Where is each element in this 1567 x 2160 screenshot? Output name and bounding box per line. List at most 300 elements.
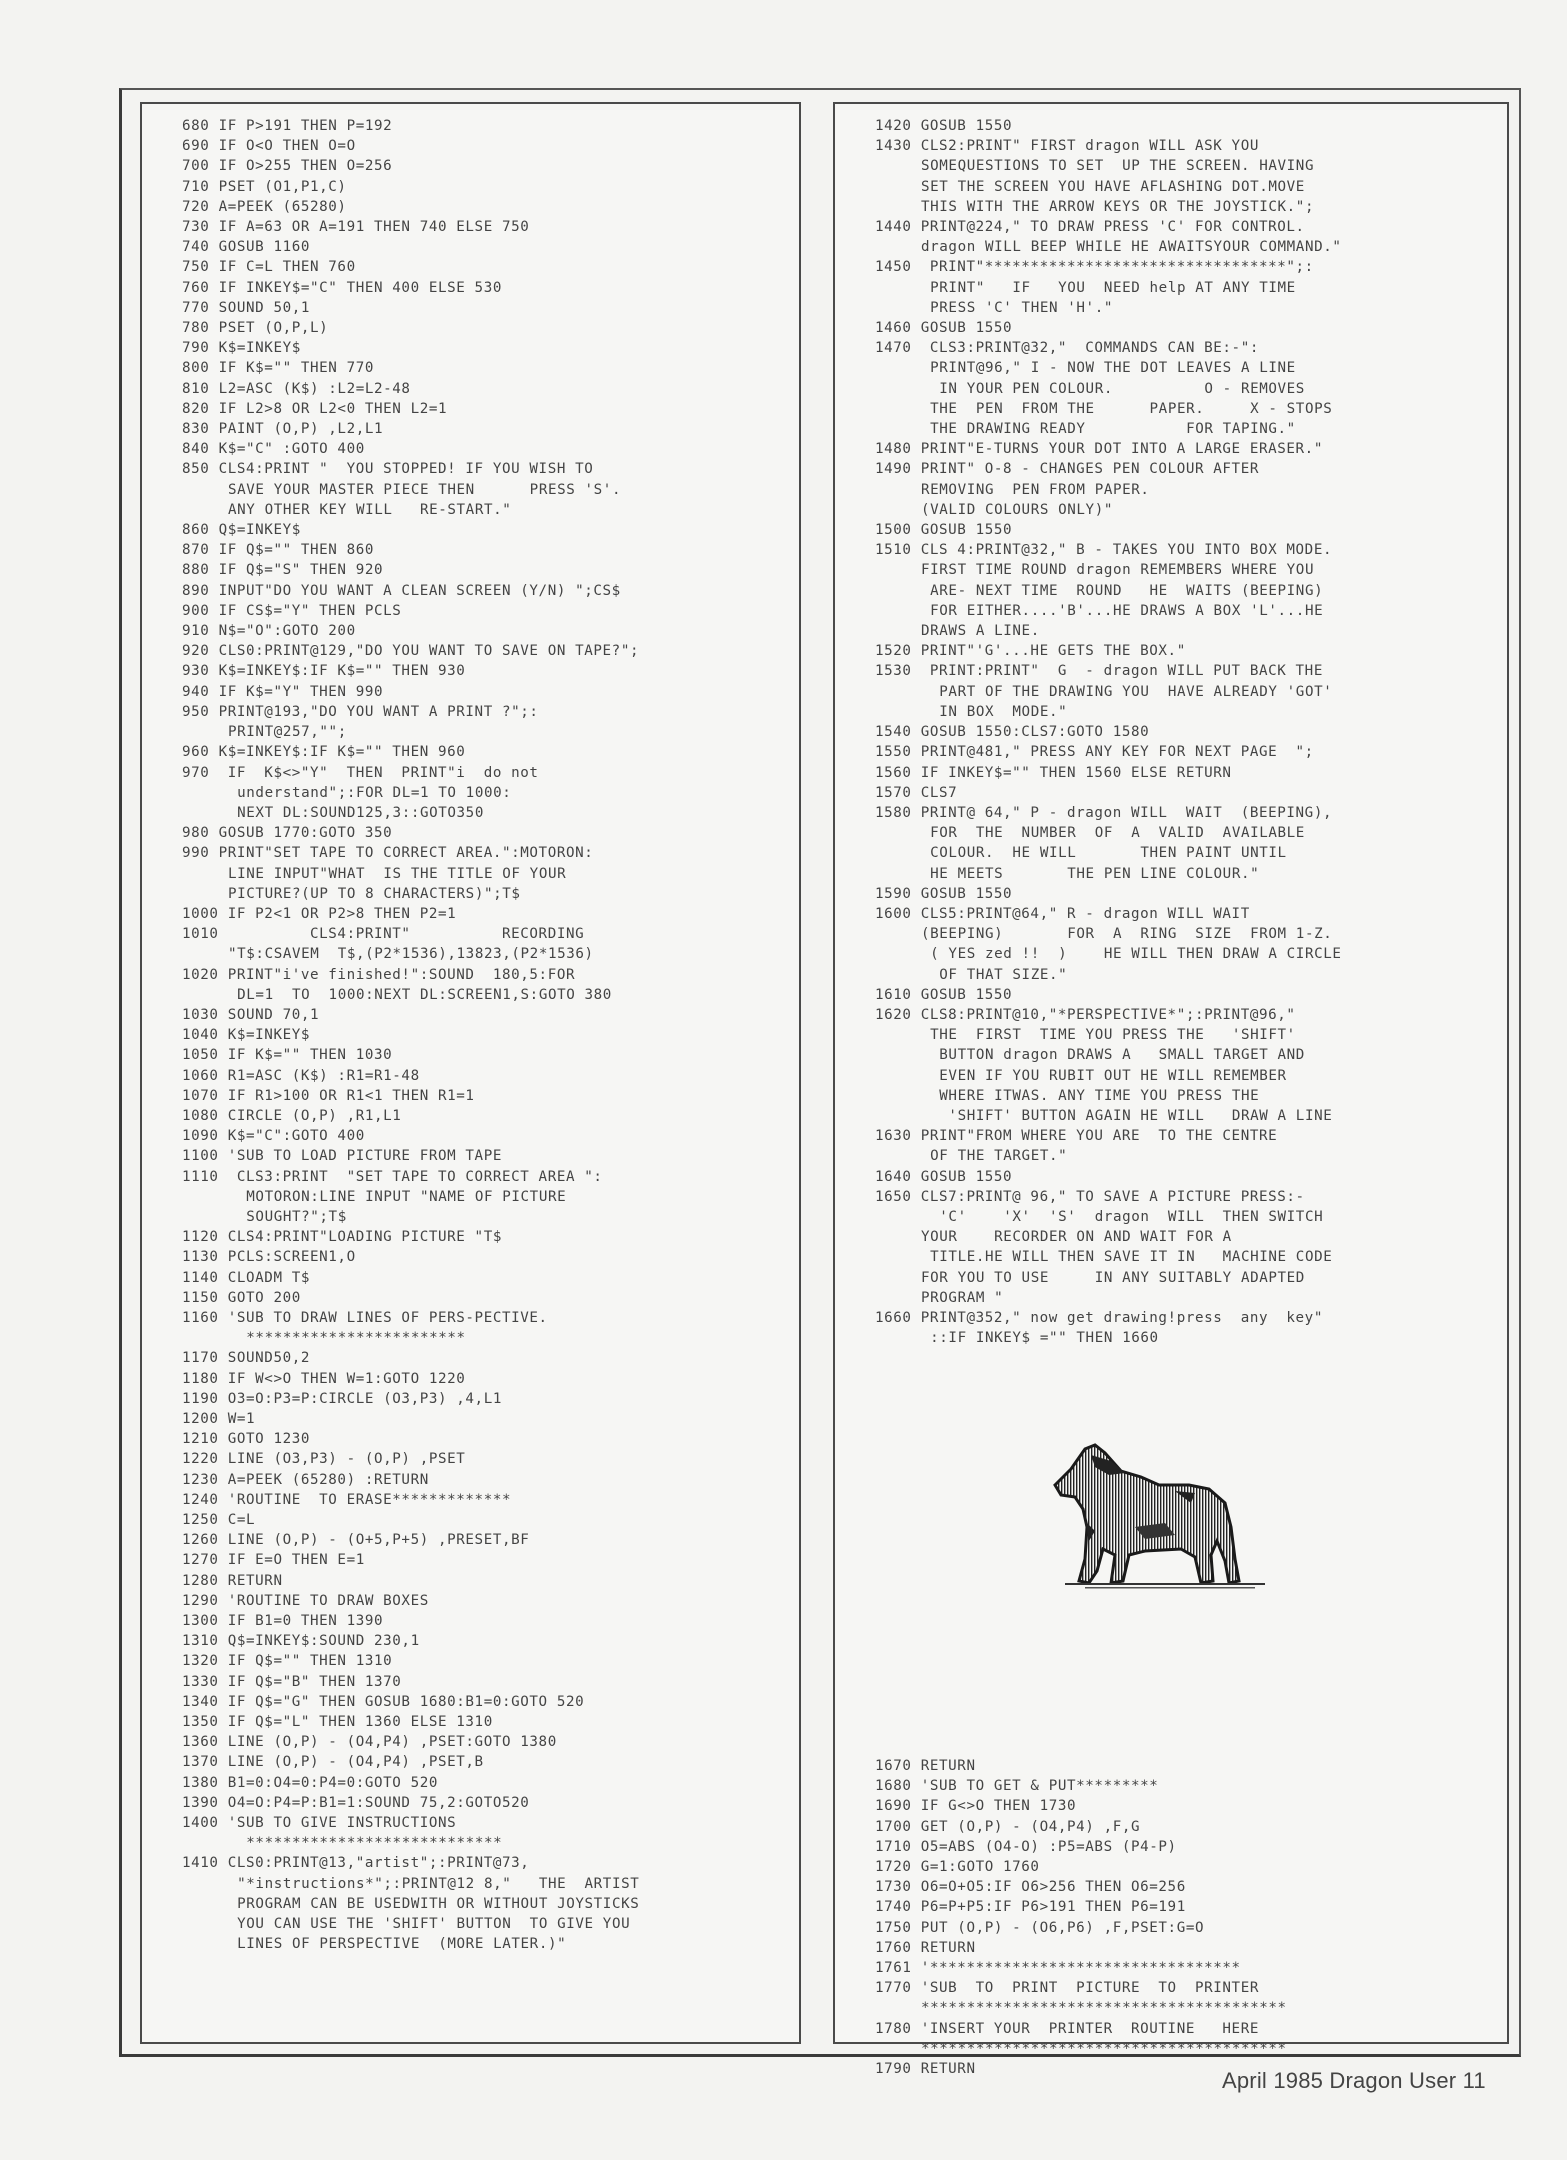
code-line [875,1005,1507,1025]
line-number: 720 [182,198,210,215]
line-code: IF INKEY$="C" THEN 400 ELSE 530 [218,279,502,296]
line-code: IF Q$="" THEN 860 [218,542,375,559]
code-line [182,1510,799,1530]
code-line [182,338,799,358]
line-code: GOSUB 1550:CLS7:GOTO 1580 [920,724,1150,741]
code-line-continuation: FOR YOU TO USE IN ANY SUITABLY ADAPTED [921,1269,1305,1286]
code-line [182,742,799,762]
code-line-continuation: EVEN IF YOU RUBIT OUT HE WILL REMEMBER [921,1067,1287,1084]
line-code: IF K$="" THEN 770 [218,360,375,377]
line-number: 1600 [875,905,912,922]
line-code: IF Q$="" THEN 1310 [227,1653,393,1670]
line-code: P6=P+P5:IF P6>191 THEN P6=191 [920,1899,1186,1916]
code-line [182,904,799,924]
line-code: IF Q$="B" THEN 1370 [227,1673,402,1690]
code-line [182,156,799,176]
line-number: 1740 [875,1899,912,1916]
code-line [182,1692,799,1712]
line-code: IF Q$="S" THEN 920 [218,562,384,579]
line-number: 1040 [182,1027,219,1044]
line-code: CLS7:PRINT@ 96," TO SAVE A PICTURE PRESS:- [920,1188,1305,1205]
line-number: 740 [182,239,210,256]
line-code: CLS4:PRINT " YOU STOPPED! IF YOU WISH TO [218,461,594,478]
line-code: PRINT"FROM WHERE YOU ARE TO THE CENTRE [920,1128,1278,1145]
code-line-continuation: OF THAT SIZE." [921,966,1068,983]
code-line [875,318,1507,338]
line-code: O3=O:P3=P:CIRCLE (O3,P3) ,4,L1 [227,1390,502,1407]
line-code: LINE (O,P) - (O4,P4) ,PSET:GOTO 1380 [227,1734,557,1751]
code-line [182,1631,799,1651]
line-number: 1150 [182,1289,219,1306]
code-line [182,1853,799,1873]
line-code: GOSUB 1160 [218,239,311,256]
line-code: IF B1=0 THEN 1390 [227,1613,384,1630]
line-number: 1210 [182,1431,219,1448]
line-code: K$="C" :GOTO 400 [218,441,365,458]
code-line [875,2019,1507,2039]
code-line [875,904,1507,924]
code-line [875,1126,1507,1146]
line-code: 'SUB TO GET & PUT********* [920,1778,1159,1795]
line-code: GOTO 200 [227,1289,301,1306]
code-line-continuation: PROGRAM CAN BE USEDWITH OR WITHOUT JOYSTICKS [228,1895,640,1912]
line-number: 1320 [182,1653,219,1670]
code-line [875,985,1507,1005]
code-line-continuation: TITLE.HE WILL THEN SAVE IT IN MACHINE CODE [921,1249,1333,1266]
line-number: 1240 [182,1491,219,1508]
code-line [182,1409,799,1429]
code-line-continuation: FOR THE NUMBER OF A VALID AVAILABLE [921,825,1305,842]
line-number: 1080 [182,1107,219,1124]
line-number: 1730 [875,1879,912,1896]
line-code: PRINT@193,"DO YOU WANT A PRINT ?";: [218,703,539,720]
code-listing-left [142,116,799,1954]
line-code: Q$=INKEY$:SOUND 230,1 [227,1633,420,1650]
code-line-continuation: PICTURE?(UP TO 8 CHARACTERS)";T$ [228,885,521,902]
horse-icon [1025,1431,1325,1601]
line-code: C=L [227,1512,256,1529]
line-code: N$="O":GOTO 200 [218,623,356,640]
line-number: 960 [182,744,210,761]
code-line [875,116,1507,136]
code-line-continuation: ************************ [228,1330,466,1347]
line-code: PRINT"E-TURNS YOUR DOT INTO A LARGE ERASER." [920,441,1323,458]
code-line [182,419,799,439]
line-number: 1300 [182,1613,219,1630]
code-line [182,823,799,843]
page-footer: April 1985 Dragon User 11 [1222,2068,1486,2093]
line-number: 1780 [875,2020,912,2037]
code-line [182,843,799,863]
code-line-continuation: MOTORON:LINE INPUT "NAME OF PICTURE [228,1188,567,1205]
line-code: IF O<O THEN O=O [218,138,356,155]
code-line-continuation: SET THE SCREEN YOU HAVE AFLASHING DOT.MOVE [921,178,1305,195]
code-line [182,177,799,197]
code-line [182,1470,799,1490]
line-number: 880 [182,562,210,579]
code-line [875,1918,1507,1938]
line-code: IF E=O THEN E=1 [227,1552,365,1569]
line-number: 1290 [182,1592,219,1609]
code-line-continuation: BUTTON dragon DRAWS A SMALL TARGET AND [921,1047,1305,1064]
code-line [182,116,799,136]
line-number: 890 [182,582,210,599]
line-number: 1710 [875,1838,912,1855]
code-line-continuation: COLOUR. HE WILL THEN PAINT UNTIL [921,845,1287,862]
line-number: 1640 [875,1168,912,1185]
line-number: 1260 [182,1532,219,1549]
line-number: 1360 [182,1734,219,1751]
line-number: 1530 [875,663,912,680]
code-line-continuation: SOUGHT?";T$ [228,1208,347,1225]
line-code: 'INSERT YOUR PRINTER ROUTINE HERE [920,2020,1259,2037]
code-line [875,1857,1507,1877]
code-line [182,601,799,621]
code-line [182,1449,799,1469]
line-code: L2=ASC (K$) :L2=L2-48 [218,380,411,397]
line-code: 'SUB TO LOAD PICTURE FROM TAPE [227,1148,502,1165]
line-code: PRINT"'G'...HE GETS THE BOX." [920,643,1186,660]
line-code: G=1:GOTO 1760 [920,1859,1040,1876]
line-code: SOUND 70,1 [227,1006,320,1023]
code-line-continuation: "*instructions*";:PRINT@12 8," THE ARTIST [228,1875,640,1892]
code-line-continuation: (BEEPING) FOR A RING SIZE FROM 1-Z. [921,926,1333,943]
line-number: 1140 [182,1269,219,1286]
code-line [182,661,799,681]
code-line-continuation: HE MEETS THE PEN LINE COLOUR." [921,865,1260,882]
code-line-continuation: understand";:FOR DL=1 TO 1000: [228,784,512,801]
code-line [182,560,799,580]
line-number: 1010 [182,926,219,943]
code-line [182,540,799,560]
code-line [182,702,799,722]
code-line [182,1167,799,1187]
line-number: 1160 [182,1309,219,1326]
line-number: 1610 [875,986,912,1003]
line-number: 1520 [875,643,912,660]
code-line-continuation: NEXT DL:SOUND125,3::GOTO350 [228,804,484,821]
line-number: 1250 [182,1512,219,1529]
line-number: 1790 [875,2061,912,2078]
code-line [182,1591,799,1611]
code-listing-right-top [835,116,1507,1348]
code-line [875,783,1507,803]
code-line-continuation: (VALID COLOURS ONLY)" [921,501,1113,518]
code-line-continuation: ::IF INKEY$ ="" THEN 1660 [921,1330,1159,1347]
code-line-continuation: LINE INPUT"WHAT IS THE TITLE OF YOUR [228,865,567,882]
line-code: K$=INKEY$:IF K$="" THEN 960 [218,744,466,761]
code-line-continuation: IN YOUR PEN COLOUR. O - REMOVES [921,380,1305,397]
code-line [182,1490,799,1510]
code-line [182,1773,799,1793]
line-number: 1440 [875,219,912,236]
line-number: 1280 [182,1572,219,1589]
line-number: 1350 [182,1714,219,1731]
line-number: 750 [182,259,210,276]
code-line [875,1897,1507,1917]
code-line [182,581,799,601]
code-line-continuation: THE FIRST TIME YOU PRESS THE 'SHIFT' [921,1027,1296,1044]
code-line [875,1756,1507,1776]
code-line [875,661,1507,681]
code-line [875,217,1507,237]
line-code: GOSUB 1550 [920,885,1013,902]
code-line [875,1167,1507,1187]
line-number: 1550 [875,744,912,761]
line-number: 1560 [875,764,912,781]
line-code: GOSUB 1550 [920,320,1013,337]
line-code: IF K$<>"Y" THEN PRINT"i do not [218,764,539,781]
line-number: 710 [182,178,210,195]
code-line [182,1752,799,1772]
line-number: 1761 [875,1960,912,1977]
code-line [182,1389,799,1409]
code-line [182,1550,799,1570]
line-number: 920 [182,643,210,660]
line-number: 1170 [182,1350,219,1367]
line-number: 1750 [875,1919,912,1936]
line-number: 1180 [182,1370,219,1387]
line-code: IF CS$="Y" THEN PCLS [218,602,402,619]
code-line [182,439,799,459]
line-number: 760 [182,279,210,296]
code-line [182,682,799,702]
line-code: IF P>191 THEN P=192 [218,118,393,134]
code-line [182,965,799,985]
line-number: 700 [182,158,210,175]
code-line-continuation: PRINT@96," I - NOW THE DOT LEAVES A LINE [921,360,1296,377]
line-number: 1400 [182,1815,219,1832]
code-line-continuation: 'SHIFT' BUTTON AGAIN HE WILL DRAW A LINE [921,1107,1333,1124]
code-line [875,540,1507,560]
line-code: LINE (O,P) - (O4,P4) ,PSET,B [227,1754,484,1771]
line-code: LINE (O3,P3) - (O,P) ,PSET [227,1451,466,1468]
code-line-continuation: PRINT@257,""; [228,724,347,741]
code-line [875,1978,1507,1998]
line-code: RETURN [920,1939,976,1956]
line-code: K$="C":GOTO 400 [227,1128,365,1145]
line-code: PCLS:SCREEN1,O [227,1249,356,1266]
line-code: K$=INKEY$:IF K$="" THEN 930 [218,663,466,680]
code-line [182,1146,799,1166]
line-code: GOTO 1230 [227,1431,311,1448]
code-line [182,459,799,479]
code-line-continuation: DRAWS A LINE. [921,623,1040,640]
line-code: O6=O+O5:IF O6>256 THEN O6=256 [920,1879,1186,1896]
code-line [875,1877,1507,1897]
code-line [875,803,1507,823]
line-number: 770 [182,299,210,316]
code-line-continuation: ARE- NEXT TIME ROUND HE WAITS (BEEPING) [921,582,1324,599]
line-number: 1330 [182,1673,219,1690]
listing-panel-right [833,102,1509,2078]
line-number: 830 [182,421,210,438]
code-line [182,1288,799,1308]
line-number: 1200 [182,1411,219,1427]
code-line [182,358,799,378]
line-code: LINE (O,P) - (O+5,P+5) ,PRESET,BF [227,1532,530,1549]
code-line [182,1429,799,1449]
code-line [875,742,1507,762]
line-code: IF G<>O THEN 1730 [920,1798,1077,1815]
line-code: IF INKEY$="" THEN 1560 ELSE RETURN [920,764,1232,781]
code-line-continuation: SAVE YOUR MASTER PIECE THEN PRESS 'S'. [228,481,622,498]
line-number: 1100 [182,1148,219,1165]
line-number: 900 [182,602,210,619]
code-line-continuation: FOR EITHER....'B'...HE DRAWS A BOX 'L'...HE [921,602,1324,619]
code-line [875,1958,1507,1978]
code-line [182,1005,799,1025]
line-number: 1050 [182,1047,219,1064]
code-line [875,884,1507,904]
code-line [182,1066,799,1086]
line-number: 1570 [875,784,912,801]
code-line [182,197,799,217]
code-line [182,1571,799,1591]
code-line-continuation: REMOVING PEN FROM PAPER. [921,481,1150,498]
line-number: 1470 [875,340,912,357]
line-number: 980 [182,825,210,842]
code-line [182,1369,799,1389]
line-number: 910 [182,623,210,640]
code-line-continuation: THIS WITH THE ARROW KEYS OR THE JOYSTICK."; [921,198,1315,215]
line-number: 1500 [875,522,912,539]
code-line [182,1025,799,1045]
code-line-continuation: FIRST TIME ROUND dragon REMEMBERS WHERE YOU [921,562,1315,579]
line-number: 850 [182,461,210,478]
code-line [182,1045,799,1065]
line-code: IF K$="" THEN 1030 [227,1047,393,1064]
line-number: 930 [182,663,210,680]
code-line [182,136,799,156]
code-line [182,641,799,661]
code-line [875,1817,1507,1837]
line-code: RETURN [920,1758,976,1774]
code-line [182,278,799,298]
line-code: SOUND 50,1 [218,299,311,316]
line-code: PRINT@ 64," P - dragon WILL WAIT (BEEPING), [920,804,1333,821]
line-number: 860 [182,522,210,539]
code-line [875,439,1507,459]
line-number: 1020 [182,966,219,983]
code-line [875,1837,1507,1857]
listing-panel-left [140,102,801,2044]
line-code: GOSUB 1550 [920,986,1013,1003]
line-number: 1660 [875,1309,912,1326]
line-code: GOSUB 1550 [920,1168,1013,1185]
line-number: 1310 [182,1633,219,1650]
line-code: IF P2<1 OR P2>8 THEN P2=1 [227,905,457,922]
code-line-continuation: ANY OTHER KEY WILL RE-START." [228,501,512,518]
line-number: 1450 [875,259,912,276]
line-number: 1540 [875,724,912,741]
line-code: 'SUB TO GIVE INSTRUCTIONS [227,1815,457,1832]
line-code: 'SUB TO PRINT PICTURE TO PRINTER [920,1980,1259,1997]
line-code: IF Q$="G" THEN GOSUB 1680:B1=0:GOTO 520 [227,1693,585,1710]
code-line [875,1796,1507,1816]
code-line-continuation: PROGRAM " [921,1289,1004,1306]
line-code: CIRCLE (O,P) ,R1,L1 [227,1107,402,1124]
code-line-continuation: SOMEQUESTIONS TO SET UP THE SCREEN. HAVING [921,158,1315,175]
line-number: 1230 [182,1471,219,1488]
code-line [182,1247,799,1267]
line-number: 800 [182,360,210,377]
line-number: 1130 [182,1249,219,1266]
code-line-continuation: YOU CAN USE THE 'SHIFT' BUTTON TO GIVE YOU [228,1916,631,1933]
line-code: RETURN [227,1572,283,1589]
line-code: GOSUB 1550 [920,118,1013,134]
code-line [182,1106,799,1126]
line-number: 1070 [182,1087,219,1104]
line-code: 'SUB TO DRAW LINES OF PERS-PECTIVE. [227,1309,548,1326]
line-code: CLS3:PRINT@32," COMMANDS CAN BE:-": [920,340,1259,357]
code-line-continuation: dragon WILL BEEP WHILE HE AWAITSYOUR COMMAND." [921,239,1342,256]
line-code: IF K$="Y" THEN 990 [218,683,384,700]
line-code: CLS8:PRINT@10,"*PERSPECTIVE*";:PRINT@96," [920,1006,1296,1023]
line-code: K$=INKEY$ [218,340,301,357]
code-line-continuation: "T$:CSAVEM T$,(P2*1536),13823,(P2*1536) [228,946,594,963]
line-number: 1670 [875,1758,912,1774]
line-number: 1680 [875,1778,912,1795]
code-line-continuation: IN BOX MODE." [921,703,1068,720]
code-line-continuation: PART OF THE DRAWING YOU HAVE ALREADY 'GOT' [921,683,1333,700]
code-line [182,217,799,237]
code-line [875,641,1507,661]
code-line [182,399,799,419]
code-line [182,1651,799,1671]
line-number: 1480 [875,441,912,458]
line-code: PRINT@224," TO DRAW PRESS 'C' FOR CONTROL. [920,219,1305,236]
line-code: CLS0:PRINT@129,"DO YOU WANT TO SAVE ON TAPE?"; [218,643,640,660]
line-code: '********************************** [920,1960,1241,1977]
code-line-continuation: THE PEN FROM THE PAPER. X - STOPS [921,400,1333,417]
line-number: 1340 [182,1693,219,1710]
code-line-continuation: ( YES zed !! ) HE WILL THEN DRAW A CIRCLE [921,946,1342,963]
line-code: O4=O:P4=P:B1=1:SOUND 75,2:GOTO520 [227,1794,530,1811]
code-line-continuation: DL=1 TO 1000:NEXT DL:SCREEN1,S:GOTO 380 [228,986,612,1003]
code-line [875,1776,1507,1796]
line-code: IF O>255 THEN O=256 [218,158,393,175]
code-line-continuation: OF THE TARGET." [921,1148,1068,1165]
line-code: CLS2:PRINT" FIRST dragon WILL ASK YOU [920,138,1259,155]
code-line [182,1611,799,1631]
code-line [182,1227,799,1247]
line-number: 1060 [182,1067,219,1084]
line-number: 1430 [875,138,912,155]
code-line [182,1348,799,1368]
code-line [182,379,799,399]
line-number: 1000 [182,905,219,922]
line-number: 1190 [182,1390,219,1407]
line-code: PUT (O,P) - (O6,P6) ,F,PSET:G=O [920,1919,1205,1936]
code-line [182,1308,799,1328]
line-code: PAINT (O,P) ,L2,L1 [218,421,384,438]
line-number: 940 [182,683,210,700]
line-code: PRINT@352," now get drawing!press any key" [920,1309,1323,1326]
code-line [182,318,799,338]
code-line-continuation: PRESS 'C' THEN 'H'." [921,299,1113,316]
line-number: 950 [182,703,210,720]
code-listing-right-bottom [835,1756,1507,2079]
line-code: IF Q$="L" THEN 1360 ELSE 1310 [227,1714,493,1731]
line-code: CLS5:PRINT@64," R - dragon WILL WAIT [920,905,1250,922]
line-code: R1=ASC (K$) :R1=R1-48 [227,1067,420,1084]
line-code: PRINT" O-8 - CHANGES PEN COLOUR AFTER [920,461,1259,478]
code-line [182,1732,799,1752]
code-line-continuation: **************************** [228,1835,503,1852]
line-number: 840 [182,441,210,458]
line-number: 1590 [875,885,912,902]
